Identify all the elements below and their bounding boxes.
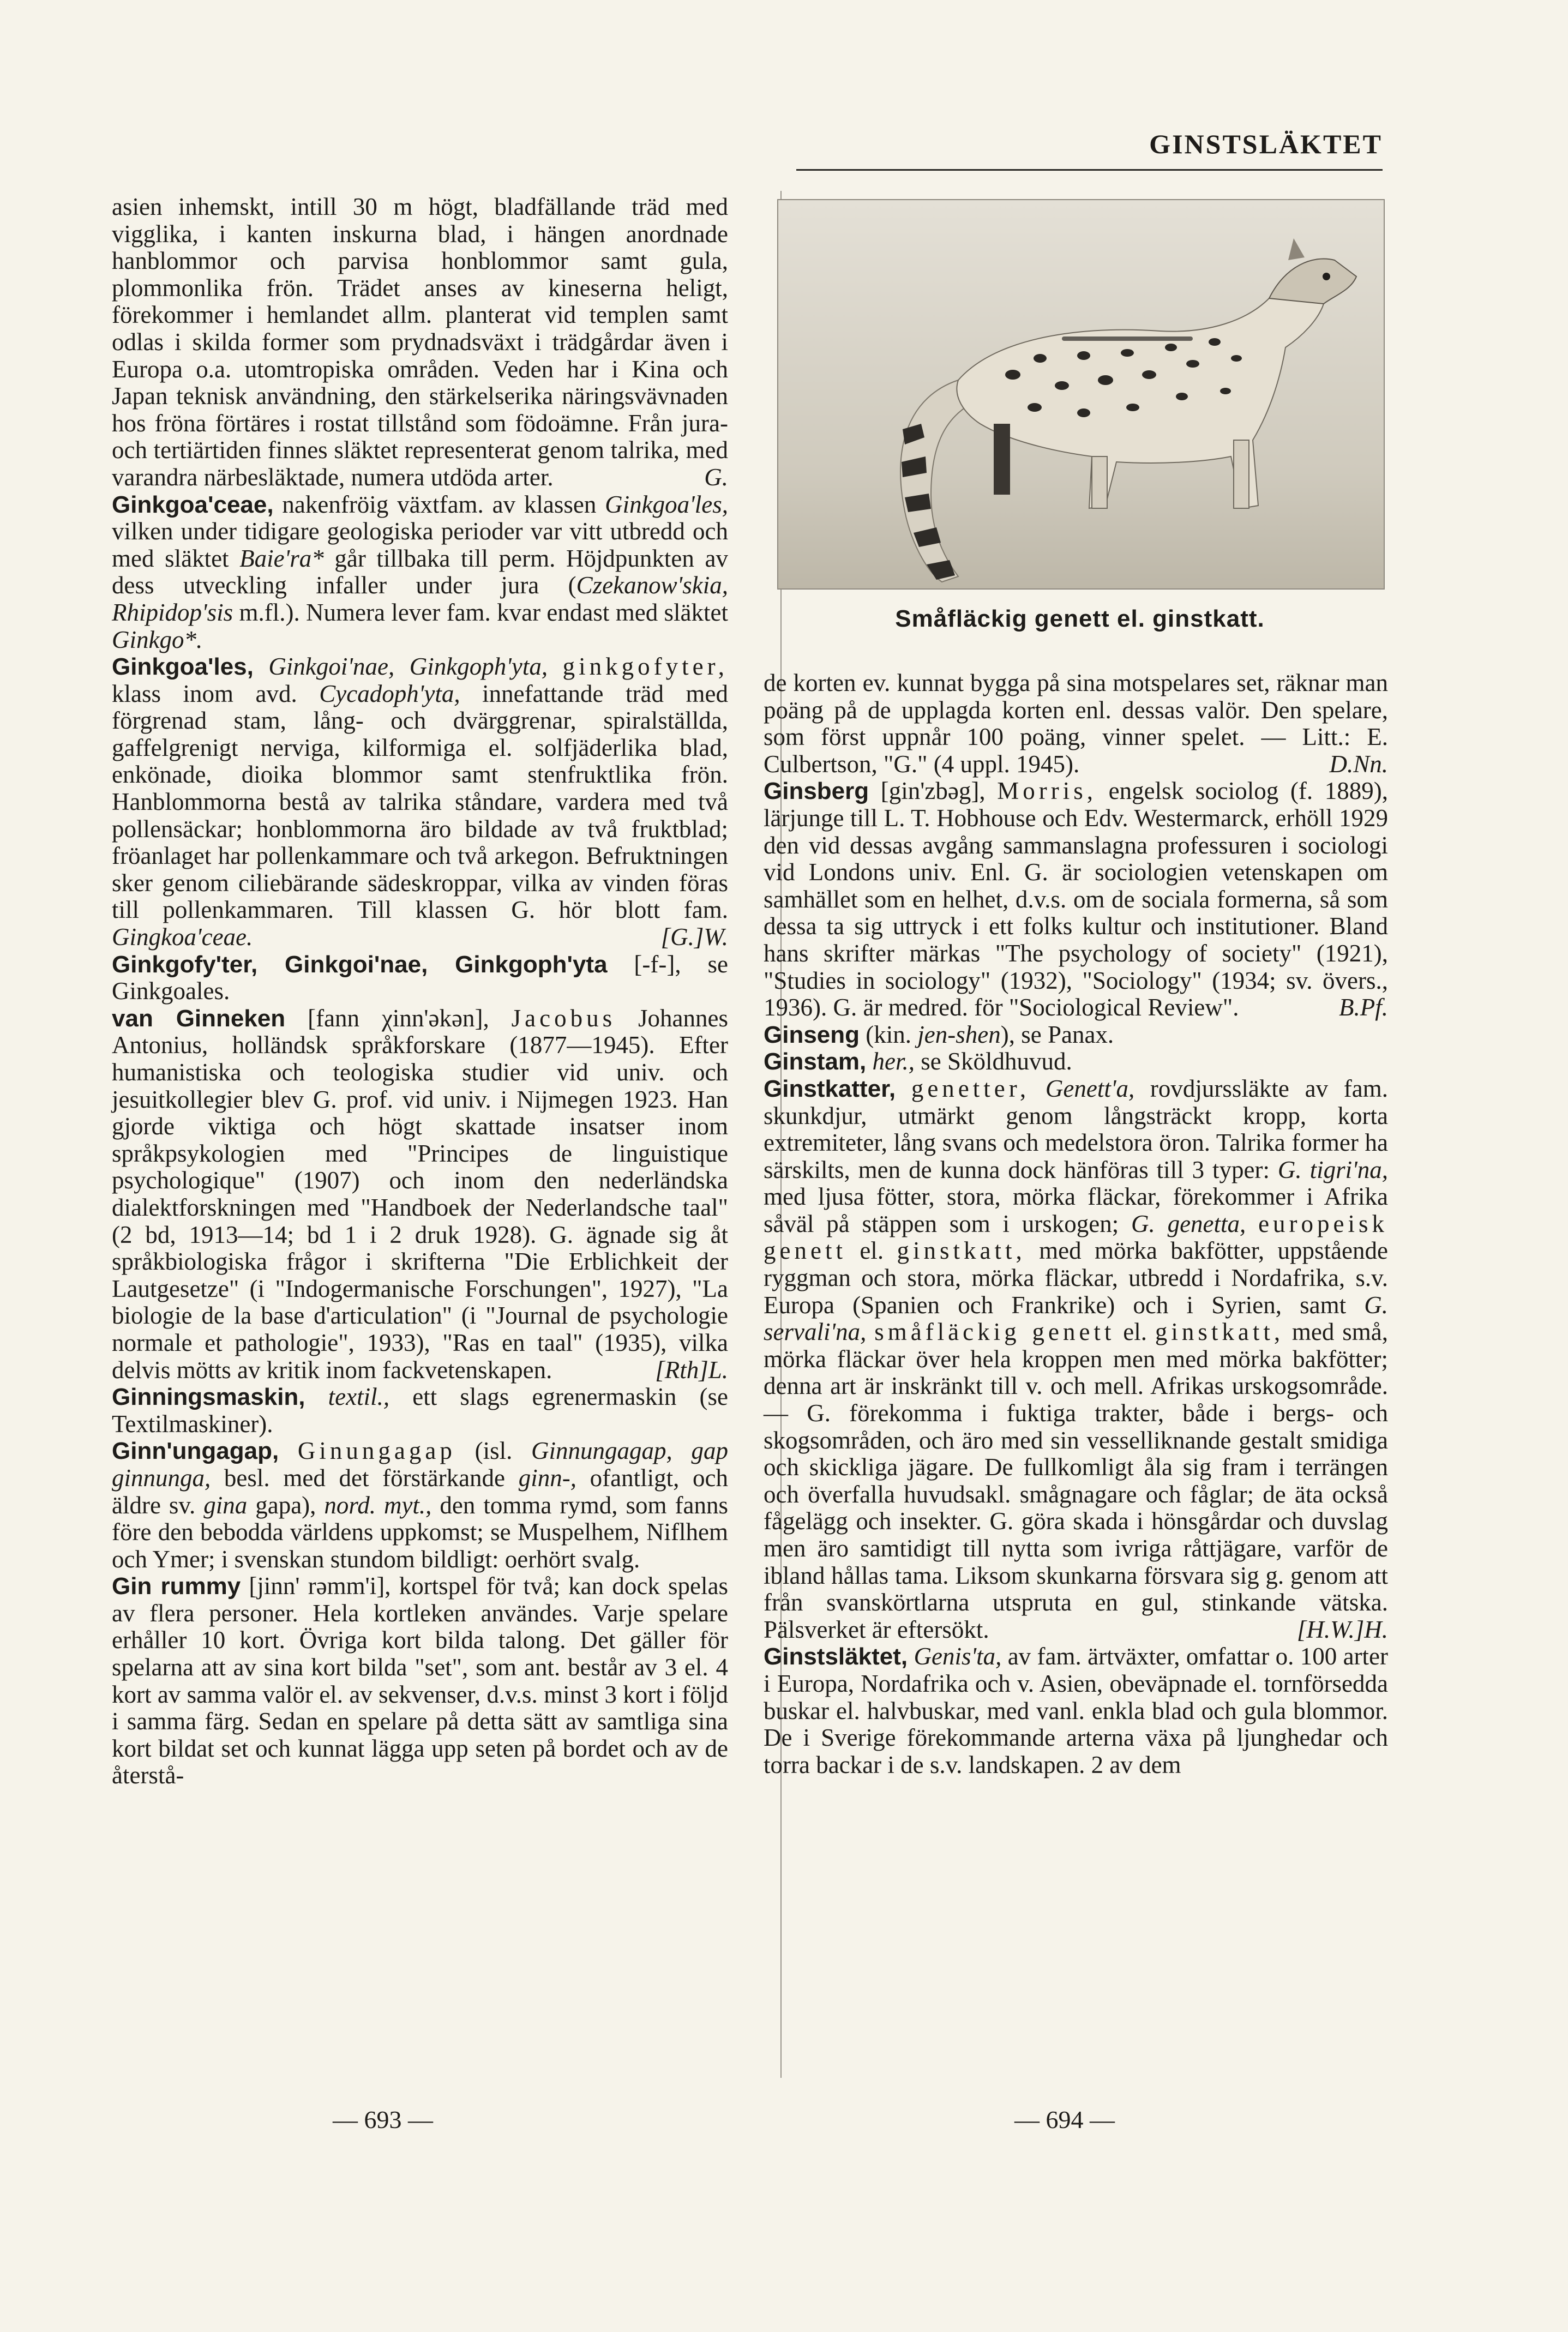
entry-continuation: [764, 670, 1388, 778]
entry-continuation: [112, 194, 728, 491]
entry-ginstam: [764, 1048, 1388, 1075]
text: innefattande träd med förgrenad stam, lång- och dvärggrenar, spiralställda, gaffelgrenigt nerviga, kilformiga el. solfjäderlika blad, enkönade, dioika blommor samt stenfruktlika frön. Hanblommorna bestå av talrika ståndare, vardera med två pollensäckar; honblommorna äro bildade av två fruktblad; fröanlaget har pollenkammare och två arkegon. Befruktningen sker genom ciliebärande sädeskroppar, vilka av vinden föras till pollenkammaren. Till klassen G. hör blott fam.: [112, 680, 728, 924]
entry-ginningsmaskin: [112, 1384, 728, 1438]
text: ofantligt, och äldre sv.: [112, 1464, 728, 1519]
text: m.fl.). Numera lever fam. kvar endast med släktet: [233, 598, 728, 626]
text: Ginungagap: [297, 1437, 456, 1465]
headword: Ginningsmaskin,: [112, 1384, 305, 1411]
headword: Ginseng: [764, 1021, 860, 1048]
text: ett slags egrenermaskin (se Textilmaskiner).: [112, 1383, 728, 1438]
text: G. servali'na,: [764, 1291, 1388, 1346]
text: [-f-], se Ginkgoales.: [112, 950, 728, 1005]
text: Ginkgoa'les,: [605, 490, 728, 518]
text: gapa),: [247, 1491, 325, 1519]
text: el.: [1115, 1318, 1155, 1346]
figure-caption: Småfläckig genett el. ginstkatt.: [895, 605, 1265, 632]
text: [jinn' rəmm'i], kortspel för två; kan dock spelas av flera personer. Hela kortleken användes. Varje spelare erhåller 10 kort. Övriga kort bilda talong. Det gäller för spelarna att av sina kort bilda "set", som ant. består av 3 el. 4 kort av samma valör el. av sekvenser, d.v.s. minst 3 kort i följd i samma färg. Sedan en spelare på detta sätt av samtliga sina kort bildat set och kunnat lägga upp seten på bordet och av de återstå-: [112, 1572, 728, 1789]
entry-ginseng: [764, 1021, 1388, 1049]
text: genetter,: [911, 1074, 1030, 1102]
text: klass inom avd.: [112, 680, 320, 707]
headword: van Ginneken: [112, 1005, 286, 1032]
text: engelsk sociolog (f. 1889), lärjunge till L. T. Hobhouse och Edv. Westermarck, erhöll 1929 den vid dessas avgång sammanslagna professuren i sociologi vid Londons univ. Enl. G. är sociologien vetenskapen om samhället som en helhet, d.v.s. om de sociala formerna, så som dessa ta sig uttryck i ett folks kultur och institutioner. Bland hans skrifter märkas "The psychology of society" (1921), "Studies in sociology" (1932), "Sociology" (1934; sv. övers., 1936). G. är medred. för "Sociological Review".: [764, 777, 1388, 1021]
text: rovdjurssläkte av fam. skunkdjur, utmärkt genom långsträckt kropp, korta extremiteter, lång svans och medelstora öron. Talrika former ha särskilts, men de kunna dock hänföras till 3 typer:: [764, 1074, 1388, 1183]
headword: Ginstkatter,: [764, 1075, 896, 1102]
text: nord. myt.,: [324, 1491, 432, 1519]
text: Johannes Antonius, holländsk språkforskare (1877—1945). Efter humanistiska och teologiska studier vid univ. och jesuitkollegier blev G. prof. vid univ. i Nijmegen 1923. Han gjorde viktiga och högt skattade insatser inom språkpsykologien med "Principes de linguistique psychologique" (1907) och inom den nederländska dialektforskningen med "Handboek der Nederlandsche taal" (2 bd, 1913—14; bd 1 i 2 druk 1928). G. ägnade sig åt språkbiologiska frågor i skrifterna "Die Erblichkeit der Lautgesetze" (i "Indogermanische Forschungen", 1927), "La biologie de la base d'articulation" (i "Journal de psychologie normale et pathologie", 1933), "Ras en taal" (1935), vilka delvis mötts av kritik inom fackvetenskapen.: [112, 1004, 728, 1384]
text: Jacobus: [511, 1004, 616, 1032]
left-column: [112, 194, 728, 1789]
headword: Ginsberg: [764, 778, 869, 805]
genet-illustration: [778, 200, 1384, 588]
text: ginkgofyter,: [562, 653, 729, 681]
headword: Ginstam,: [764, 1048, 867, 1075]
text: de korten ev. kunnat bygga på sina motspelares set, räknar man poäng på de upplagda korten enl. dessas valör. Den spelare, som först uppnår 100 poäng, vinner spelet. — Litt.: E. Culbertson, "G." (4 uppl. 1945).: [764, 669, 1388, 778]
entry-van-ginneken: [112, 1005, 728, 1384]
text: gina: [203, 1491, 248, 1519]
text: G. genetta,: [1131, 1210, 1246, 1237]
text: Baie'ra*: [239, 544, 324, 572]
text: Cycadoph'yta,: [319, 680, 460, 707]
text: [fann χinn'əkən],: [285, 1004, 512, 1032]
text: med mörka bakfötter, uppstående ryggman och stora, mörka fläckar, utbredd i Nordafrika, s.v. Europa (Spanien och Frankrike) och i Syrien, samt: [764, 1237, 1388, 1319]
text: Morris,: [997, 777, 1097, 805]
text: Gingkoa'ceae.: [112, 923, 253, 951]
text: G. tigri'na,: [1277, 1156, 1388, 1183]
text: ginstkatt,: [897, 1237, 1026, 1265]
header-rule: [796, 169, 1383, 171]
text: [gin'zbəg],: [869, 777, 998, 805]
entry-ginkgoales: [112, 653, 728, 951]
text: textil.,: [328, 1383, 390, 1411]
entry-ginsberg: [764, 778, 1388, 1021]
entry-ginnungagap: [112, 1438, 728, 1573]
entry-ginkgofyter: [112, 951, 728, 1005]
text: ginstkatt,: [1155, 1318, 1284, 1346]
running-head: GINSTSLÄKTET: [1149, 129, 1383, 159]
text: Czekanow'skia, Rhipidop'sis: [112, 572, 728, 626]
text: Genis'ta,: [914, 1643, 1002, 1670]
author-signature: D.Nn.: [1329, 750, 1388, 778]
entry-gin-rummy: [112, 1573, 728, 1789]
text: her.,: [872, 1048, 915, 1075]
text: (kin.: [860, 1020, 918, 1048]
entry-ginkgoaceae: [112, 491, 728, 654]
text: går tillbaka till perm. Höjdpunkten av dess utveckling infaller under jura (: [112, 544, 728, 599]
text: ), se Panax.: [1000, 1020, 1114, 1048]
text: vilken under tidigare geologiska perioder var vitt utbredd och med släktet: [112, 518, 728, 572]
headword: Ginkgofy'ter, Ginkgoi'nae, Ginkgoph'yta: [112, 951, 608, 978]
text: Ginnungagap, gap ginnunga,: [112, 1437, 728, 1492]
text: jen-shen: [917, 1020, 1001, 1048]
text: Ginkgoi'nae, Ginkgoph'yta,: [268, 653, 548, 681]
entry-ginstslaktet: [764, 1643, 1388, 1778]
author-signature: B.Pf.: [1339, 994, 1388, 1021]
text: med små, mörka fläckar över hela kroppen men med mörka bakfötter; denna art är inskränkt till v. och mell. Afrikas urskogsområde. — G. förekomma i fuktiga trakter, både i bergs- och skogsområden, och äro med sin vesselliknande gestalt smidiga och skickliga jägare. De fullkomligt åla sig fram i terrängen och överfalla huvudsakl. smågnagare och fåglar; de äta också fågelägg och insekter. G. göra skada i hönsgårdar och duvslag men äro samtidigt till nytta som ivriga råttjägare, varför de ibland hållas tama. Liksom skunkarna försvara sig g. genom att från svanskörtlarna utspruta en gul, stinkande vätska. Pälsverket är eftersökt.: [764, 1318, 1388, 1643]
text: småfläckig genett: [874, 1318, 1115, 1346]
genet-photograph: [777, 199, 1385, 590]
page-number-left: — 693 —: [333, 2106, 433, 2133]
author-signature: [Rth]L.: [655, 1356, 728, 1384]
headword: Ginstsläktet,: [764, 1643, 908, 1670]
entry-ginstkatter: [764, 1075, 1388, 1643]
headword: Gin rummy: [112, 1573, 241, 1600]
text: med ljusa fötter, stora, mörka fläckar, förekommer i Afrika såväl på stäppen som i urskogen;: [764, 1183, 1388, 1237]
author-signature: [G.]W.: [660, 923, 728, 951]
text: ginn-,: [518, 1464, 576, 1492]
text: se Sköldhuvud.: [915, 1048, 1072, 1075]
author-signature: [H.W.]H.: [1296, 1615, 1388, 1643]
text: den tomma rymd, som fanns före den bebodda världens uppkomst; se Muspelhem, Niflhem och Ymer; i svenskan stundom bildligt: oerhört svalg.: [112, 1491, 728, 1573]
right-column: [764, 670, 1388, 1778]
headword: Ginkgoa'ceae,: [112, 491, 274, 518]
text: asien inhemskt, intill 30 m högt, bladfällande träd med vigglika, i kanten inskurna blad, i hängen anordnade hanblommor och parvisa honblommor samt gula, plommonlika frön. Trädet anses av kineserna heligt, förekommer i hemlandet allm. planterat vid templen samt odlas i skilda former som prydnadsväxt i trädgårdar även i Europa o.a. utomtropiska områden. Veden har i Kina och Japan teknisk användning, den stärkelserika näringsvävnaden hos fröna förtäres i rostat tillstånd som födoämne. Från jura- och tertiärtiden finnes släktet representerat genom talrika, med varandra närbesläktade, numera utdöda arter.: [112, 193, 728, 491]
text: besl. med det förstärkande: [211, 1464, 519, 1492]
text: (isl.: [455, 1437, 532, 1465]
text: europeisk genett: [764, 1210, 1389, 1265]
text: Genett'a,: [1045, 1074, 1135, 1102]
headword: Ginn'ungagap,: [112, 1438, 279, 1465]
headword: Ginkgoa'les,: [112, 653, 254, 681]
text: nakenfröig växtfam. av klassen: [273, 490, 605, 518]
text: av fam. ärtväxter, omfattar o. 100 arter i Europa, Nordafrika och v. Asien, obeväpnade el. tornförsedda buskar el. halvbuskar, med vanl. enkla blad och gula blommor. De i Sverige förekommande arterna växa på ljunghedar och torra backar i de s.v. landskapen. 2 av dem: [764, 1643, 1389, 1778]
text: el.: [846, 1237, 897, 1265]
text: Ginkgo*.: [112, 626, 203, 653]
author-signature: G.: [704, 463, 728, 491]
page-number-right: — 694 —: [1014, 2106, 1115, 2133]
